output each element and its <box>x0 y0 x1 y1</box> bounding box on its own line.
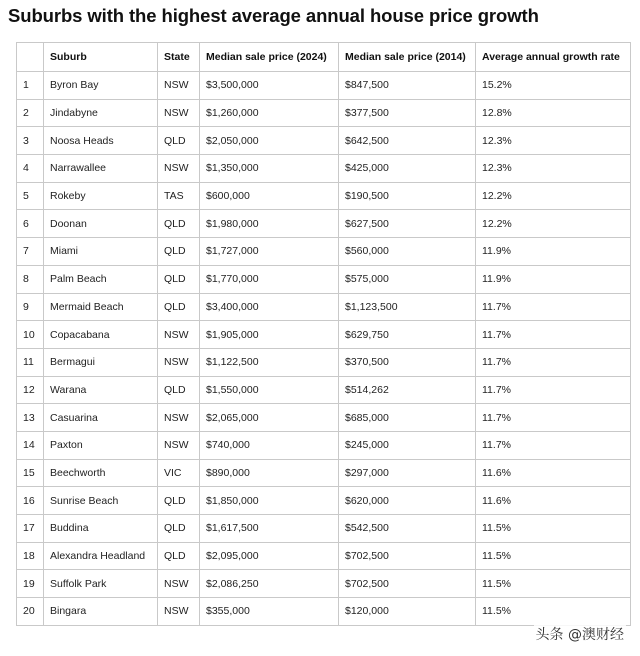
rank-cell: 3 <box>17 127 44 155</box>
suburb-cell: Paxton <box>44 431 158 459</box>
median-2024-cell: $1,770,000 <box>200 265 339 293</box>
state-cell: QLD <box>158 515 200 543</box>
suburb-cell: Byron Bay <box>44 72 158 100</box>
median-2014-cell: $425,000 <box>339 155 476 183</box>
rank-cell: 9 <box>17 293 44 321</box>
header-median-2024: Median sale price (2024) <box>200 43 339 72</box>
rank-cell: 11 <box>17 348 44 376</box>
median-2024-cell: $1,980,000 <box>200 210 339 238</box>
median-2024-cell: $1,550,000 <box>200 376 339 404</box>
table-row <box>17 431 631 459</box>
table-row <box>17 127 631 155</box>
state-cell: NSW <box>158 99 200 127</box>
growth-rate-cell: 11.6% <box>476 487 631 515</box>
median-2014-cell: $620,000 <box>339 487 476 515</box>
median-2014-cell: $629,750 <box>339 321 476 349</box>
table-row <box>17 487 631 515</box>
state-cell: TAS <box>158 182 200 210</box>
median-2014-cell: $685,000 <box>339 404 476 432</box>
growth-rate-cell: 11.9% <box>476 265 631 293</box>
growth-rate-cell: 11.7% <box>476 376 631 404</box>
state-cell: QLD <box>158 265 200 293</box>
median-2024-cell: $355,000 <box>200 598 339 626</box>
rank-cell: 6 <box>17 210 44 238</box>
suburb-cell: Bingara <box>44 598 158 626</box>
median-2014-cell: $702,500 <box>339 542 476 570</box>
growth-rate-cell: 11.9% <box>476 238 631 266</box>
suburb-cell: Alexandra Headland <box>44 542 158 570</box>
suburb-cell: Sunrise Beach <box>44 487 158 515</box>
table-row <box>17 459 631 487</box>
suburb-cell: Doonan <box>44 210 158 238</box>
table-row <box>17 348 631 376</box>
suburb-cell: Mermaid Beach <box>44 293 158 321</box>
suburb-cell: Narrawallee <box>44 155 158 183</box>
suburb-cell: Bermagui <box>44 348 158 376</box>
rank-cell: 14 <box>17 431 44 459</box>
table-header-row <box>17 43 631 72</box>
median-2024-cell: $3,500,000 <box>200 72 339 100</box>
rank-cell: 10 <box>17 321 44 349</box>
median-2024-cell: $600,000 <box>200 182 339 210</box>
median-2024-cell: $2,095,000 <box>200 542 339 570</box>
growth-rate-cell: 12.2% <box>476 210 631 238</box>
suburb-cell: Jindabyne <box>44 99 158 127</box>
median-2014-cell: $1,123,500 <box>339 293 476 321</box>
table-row <box>17 321 631 349</box>
table-row <box>17 99 631 127</box>
header-state: State <box>158 43 200 72</box>
median-2024-cell: $1,905,000 <box>200 321 339 349</box>
median-2024-cell: $1,260,000 <box>200 99 339 127</box>
growth-rate-cell: 11.5% <box>476 598 631 626</box>
rank-cell: 17 <box>17 515 44 543</box>
table-row <box>17 570 631 598</box>
table-row <box>17 598 631 626</box>
state-cell: NSW <box>158 404 200 432</box>
median-2014-cell: $190,500 <box>339 182 476 210</box>
rank-cell: 4 <box>17 155 44 183</box>
suburb-cell: Noosa Heads <box>44 127 158 155</box>
state-cell: QLD <box>158 210 200 238</box>
rank-cell: 8 <box>17 265 44 293</box>
state-cell: NSW <box>158 321 200 349</box>
median-2024-cell: $3,400,000 <box>200 293 339 321</box>
suburb-cell: Buddina <box>44 515 158 543</box>
median-2024-cell: $1,122,500 <box>200 348 339 376</box>
suburb-cell: Beechworth <box>44 459 158 487</box>
state-cell: NSW <box>158 155 200 183</box>
header-rank <box>17 43 44 72</box>
suburb-cell: Copacabana <box>44 321 158 349</box>
growth-rate-cell: 12.3% <box>476 127 631 155</box>
table-row <box>17 210 631 238</box>
growth-rate-cell: 15.2% <box>476 72 631 100</box>
growth-rate-cell: 11.7% <box>476 293 631 321</box>
state-cell: QLD <box>158 293 200 321</box>
suburb-cell: Suffolk Park <box>44 570 158 598</box>
median-2014-cell: $560,000 <box>339 238 476 266</box>
median-2024-cell: $2,050,000 <box>200 127 339 155</box>
table-row <box>17 404 631 432</box>
state-cell: QLD <box>158 127 200 155</box>
table-row <box>17 542 631 570</box>
table-row <box>17 72 631 100</box>
rank-cell: 5 <box>17 182 44 210</box>
suburb-cell: Casuarina <box>44 404 158 432</box>
median-2024-cell: $2,065,000 <box>200 404 339 432</box>
growth-rate-cell: 11.5% <box>476 542 631 570</box>
median-2014-cell: $847,500 <box>339 72 476 100</box>
state-cell: NSW <box>158 431 200 459</box>
page-title: Suburbs with the highest average annual house price growth <box>8 5 539 26</box>
state-cell: QLD <box>158 487 200 515</box>
table-row <box>17 265 631 293</box>
median-2024-cell: $1,350,000 <box>200 155 339 183</box>
table-body <box>17 72 631 626</box>
rank-cell: 15 <box>17 459 44 487</box>
median-2024-cell: $1,727,000 <box>200 238 339 266</box>
median-2014-cell: $642,500 <box>339 127 476 155</box>
data-table <box>16 42 631 626</box>
suburb-cell: Palm Beach <box>44 265 158 293</box>
header-suburb: Suburb <box>44 43 158 72</box>
state-cell: NSW <box>158 598 200 626</box>
rank-cell: 1 <box>17 72 44 100</box>
suburb-cell: Warana <box>44 376 158 404</box>
rank-cell: 18 <box>17 542 44 570</box>
median-2024-cell: $1,850,000 <box>200 487 339 515</box>
table-row <box>17 155 631 183</box>
growth-rate-cell: 11.7% <box>476 348 631 376</box>
table-row <box>17 238 631 266</box>
growth-rate-cell: 11.7% <box>476 404 631 432</box>
growth-rate-cell: 12.3% <box>476 155 631 183</box>
median-2014-cell: $514,262 <box>339 376 476 404</box>
growth-rate-cell: 12.2% <box>476 182 631 210</box>
growth-rate-cell: 11.6% <box>476 459 631 487</box>
median-2014-cell: $297,000 <box>339 459 476 487</box>
median-2014-cell: $575,000 <box>339 265 476 293</box>
table-row <box>17 182 631 210</box>
rank-cell: 12 <box>17 376 44 404</box>
median-2024-cell: $1,617,500 <box>200 515 339 543</box>
state-cell: NSW <box>158 72 200 100</box>
growth-rate-cell: 11.7% <box>476 321 631 349</box>
growth-rate-cell: 11.7% <box>476 431 631 459</box>
rank-cell: 13 <box>17 404 44 432</box>
median-2014-cell: $245,000 <box>339 431 476 459</box>
median-2014-cell: $370,500 <box>339 348 476 376</box>
median-2014-cell: $627,500 <box>339 210 476 238</box>
state-cell: NSW <box>158 348 200 376</box>
median-2024-cell: $2,086,250 <box>200 570 339 598</box>
median-2014-cell: $377,500 <box>339 99 476 127</box>
rank-cell: 2 <box>17 99 44 127</box>
rank-cell: 16 <box>17 487 44 515</box>
header-growth-rate: Average annual growth rate <box>476 43 631 72</box>
state-cell: QLD <box>158 376 200 404</box>
state-cell: QLD <box>158 238 200 266</box>
table-row <box>17 376 631 404</box>
table-row <box>17 515 631 543</box>
median-2014-cell: $542,500 <box>339 515 476 543</box>
rank-cell: 20 <box>17 598 44 626</box>
state-cell: QLD <box>158 542 200 570</box>
median-2024-cell: $740,000 <box>200 431 339 459</box>
rank-cell: 19 <box>17 570 44 598</box>
suburb-cell: Miami <box>44 238 158 266</box>
median-2024-cell: $890,000 <box>200 459 339 487</box>
median-2014-cell: $702,500 <box>339 570 476 598</box>
watermark: 头条 @澳财经 <box>534 624 626 644</box>
state-cell: NSW <box>158 570 200 598</box>
growth-rate-cell: 11.5% <box>476 570 631 598</box>
growth-rate-cell: 11.5% <box>476 515 631 543</box>
header-median-2014: Median sale price (2014) <box>339 43 476 72</box>
table-row <box>17 293 631 321</box>
growth-rate-cell: 12.8% <box>476 99 631 127</box>
suburb-cell: Rokeby <box>44 182 158 210</box>
state-cell: VIC <box>158 459 200 487</box>
rank-cell: 7 <box>17 238 44 266</box>
median-2014-cell: $120,000 <box>339 598 476 626</box>
